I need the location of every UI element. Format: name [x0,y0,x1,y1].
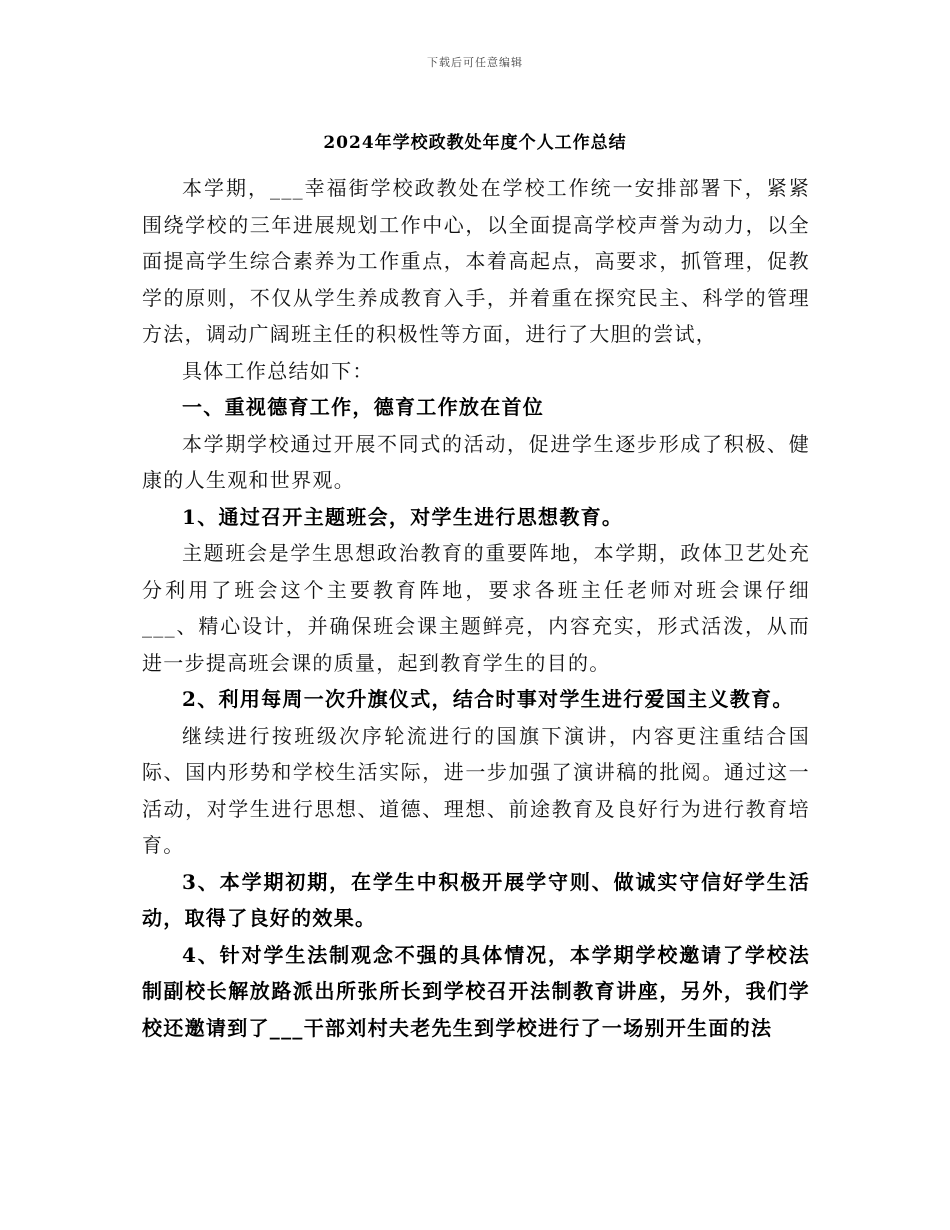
paragraph-flag-speech: 继续进行按班级次序轮流进行的国旗下演讲，内容更注重结合国际、国内形势和学校生活实际，进一步加强了演讲稿的批阅。通过这一活动，对学生进行思想、道德、理想、前途教育及良好行为进行教育培育。 [142,723,810,857]
paragraph-intro: 本学期，___幸福街学校政教处在学校工作统一安排部署下，紧紧围绕学校的三年进展规划工作中心，以全面提高学校声誉为动力，以全面提高学生综合素养为工作重点，本着高起点，高要求，抓管理，促教学的原则，不仅从学生养成教育入手，并着重在探究民主、科学的管理方法，调动广阔班主任的积极性等方面，进行了大胆的尝试， [142,176,810,346]
paragraph-class-meeting: 主题班会是学生思想政治教育的重要阵地，本学期，政体卫艺处充分利用了班会这个主要教育阵地，要求各班主任老师对班会课仔细___、精心设计，并确保班会课主题鲜亮，内容充实，形式活泼，从而进一步提高班会课的质量，起到教育学生的目的。 [142,541,810,675]
document-title: 2024年学校政教处年度个人工作总结 [323,133,627,153]
paragraph-summary-lead: 具体工作总结如下： [182,358,374,383]
document-body [142,170,810,1046]
subheading-4: 4、针对学生法制观念不强的具体情况，本学期学校邀请了学校法制副校长解放路派出所张所长到学校召开法制教育讲座，另外，我们学校还邀请到了___干部刘村夫老先生到学校进行了一场别开生面的法 [142,942,810,1040]
paragraph-section-1: 本学期学校通过开展不同式的活动，促进学生逐步形成了积极、健康的人生观和世界观。 [142,431,810,492]
header-note: 下载后可任意编辑 [427,56,523,69]
subheading-2: 2、利用每周一次升旗仪式，结合时事对学生进行爱国主义教育。 [182,687,794,711]
subheading-3: 3、本学期初期，在学生中积极开展学守则、做诚实守信好学生活动，取得了良好的效果。 [142,869,810,930]
section-heading-1: 一、重视德育工作，德育工作放在首位 [182,395,545,419]
subheading-1: 1、通过召开主题班会，对学生进行思想教育。 [182,504,624,529]
